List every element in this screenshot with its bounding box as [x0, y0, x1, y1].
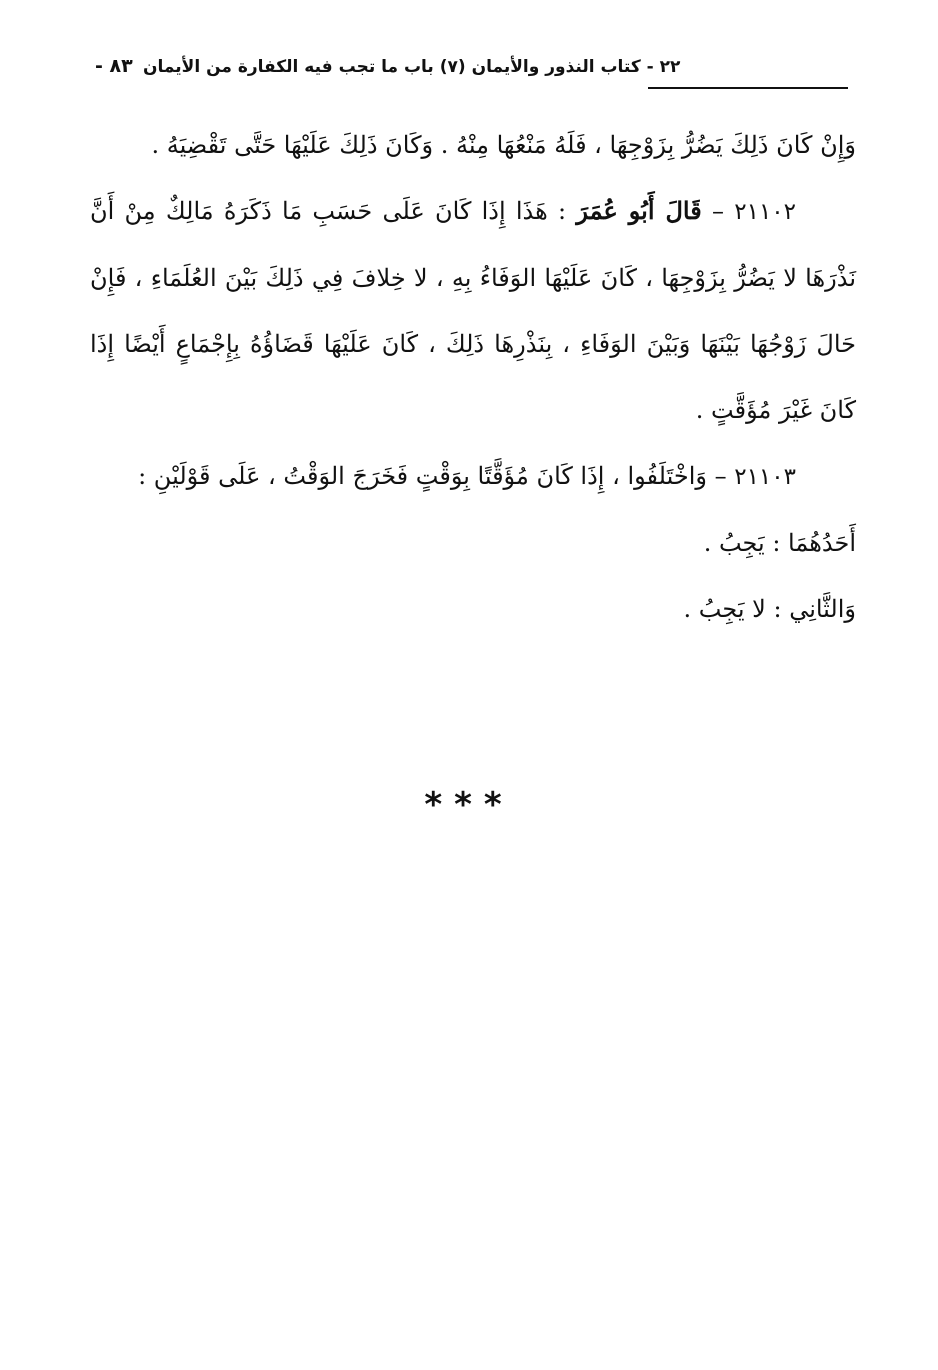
section-end-ornament: ***	[424, 785, 514, 825]
opinions-list	[90, 510, 856, 642]
paragraph-number: ٢١١٠٣	[734, 464, 796, 490]
speaker-name: قَالَ أَبُو عُمَرَ	[576, 196, 702, 225]
paragraph-21102	[90, 178, 856, 443]
paragraph-number: ٢١١٠٢	[734, 199, 797, 225]
opinion-first: أَحَدُهُمَا : يَجِبُ .	[703, 529, 856, 557]
main-text	[90, 112, 856, 642]
paragraph-text: : هَذَا إِذَا كَانَ عَلَى حَسَبِ مَا ذَكَرَهُ مَالِكٌ مِنْ أَنَّ نَذْرَهَا لا يَضُرُّ بِزَوْجِهَا ، كَانَ عَلَيْهَا الوَفَاءُ بِهِ ، لا خِلافَ فِي ذَلِكَ بَيْنَ العُلَمَاءِ ، فَإِنْ حَالَ زَوْجُهَا بَيْنَهَا وَبَيْنَ الوَفَاءِ ، بِنَذْرِهَا ذَلِكَ ، كَانَ عَلَيْهَا قَضَاؤُهُ بِإِجْمَاعٍ أَيْضًا إِذَا كَانَ غَيْرَ مُؤَقَّتٍ .	[90, 197, 857, 424]
paragraph-dash: –	[706, 462, 735, 490]
running-header	[95, 55, 848, 95]
header-rule	[648, 87, 848, 89]
opinion-second: وَالثَّانِي : لا يَجِبُ .	[683, 595, 856, 623]
continuation-paragraph: وَإِنْ كَانَ ذَلِكَ يَضُرُّ بِزَوْجِهَا ، فَلَهُ مَنْعُهَا مِنْهُ . وَكَانَ ذَلِكَ عَلَيْهَا حَتَّى تَقْضِيَهُ .	[151, 131, 856, 159]
running-header-title: ٢٢ - كتاب النذور والأيمان (٧) باب ما تجب فيه الكفارة من الأيمان	[143, 57, 681, 77]
paragraph-21103	[90, 443, 856, 510]
page-number: ٨٣ -	[95, 55, 133, 77]
paragraph-text: وَاخْتَلَفُوا ، إِذَا كَانَ مُؤَقَّتًا بِوَقْتٍ فَخَرَجَ الوَقْتُ ، عَلَى قَوْلَيْنِ :	[138, 462, 707, 490]
paragraph-dash: –	[701, 197, 735, 225]
